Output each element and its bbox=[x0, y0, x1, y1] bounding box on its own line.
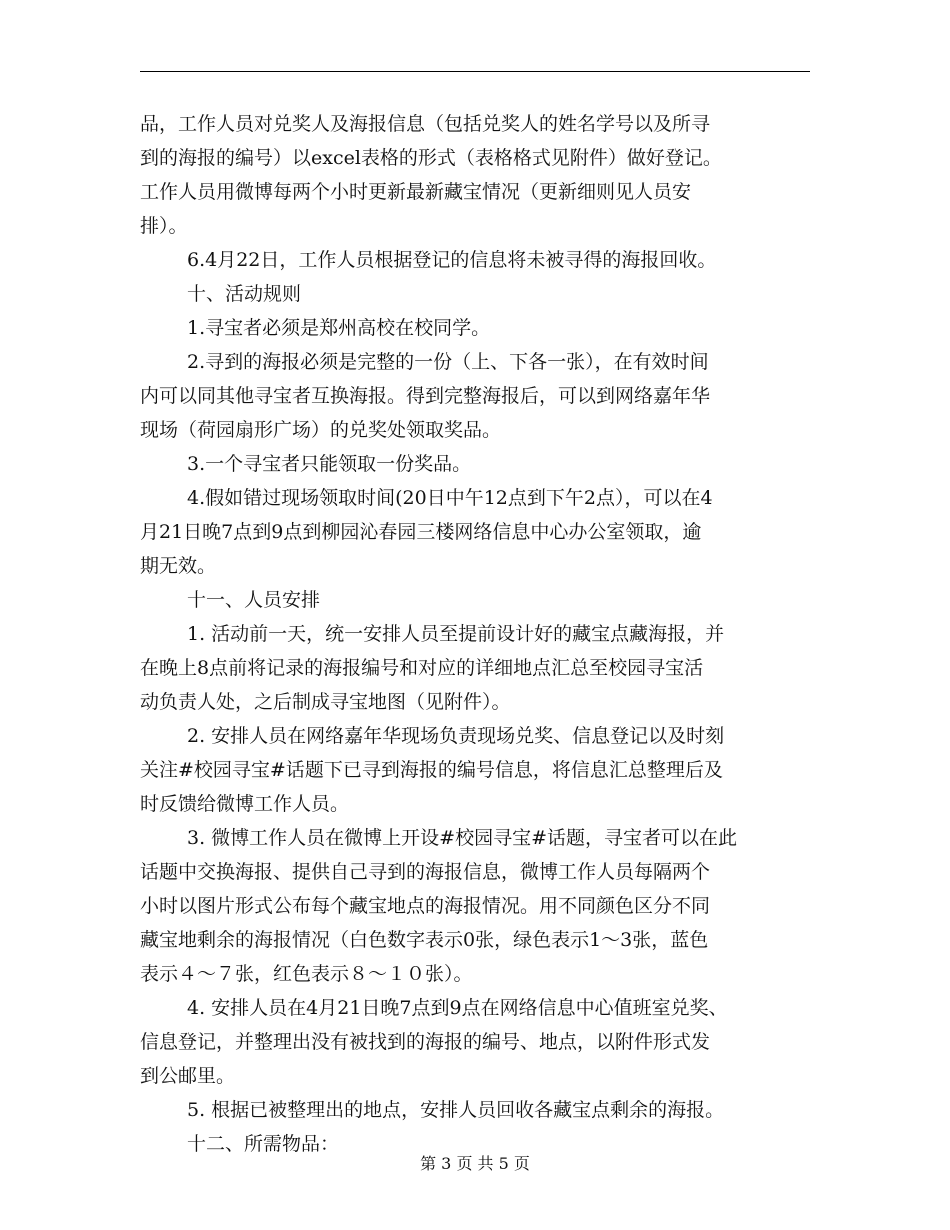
text-line: 5. 根据已被整理出的地点，安排人员回收各藏宝点剩余的海报。 bbox=[187, 1099, 725, 1121]
text-line: 1. 活动前一天，统一安排人员至提前设计好的藏宝点藏海报，并 bbox=[187, 623, 725, 645]
text-line: 到的海报的编号）以excel表格的形式（表格格式见附件）做好登记。 bbox=[140, 147, 722, 169]
text-line: 3. 微博工作人员在微博上开设#校园寻宝#话题，寻宝者可以在此 bbox=[187, 827, 738, 849]
text-line: 4. 安排人员在4月21日晚7点到9点在网络信息中心值班室兑奖、 bbox=[187, 997, 728, 1019]
text-line: 时反馈给微博工作人员。 bbox=[140, 793, 350, 815]
text-line: 十一、人员安排 bbox=[187, 589, 321, 611]
text-line: 动负责人处，之后制成寻宝地图（见附件）。 bbox=[140, 691, 511, 713]
text-line: 期无效。 bbox=[140, 555, 217, 577]
document-body bbox=[140, 107, 830, 1161]
text-line: 表示４～７张，红色表示８～１０张）。 bbox=[140, 963, 473, 985]
text-line: 藏宝地剩余的海报情况（白色数字表示0张，绿色表示1～3张，蓝色 bbox=[140, 929, 709, 951]
text-line: 到公邮里。 bbox=[140, 1065, 236, 1087]
text-line: 1.寻宝者必须是郑州高校在校同学。 bbox=[187, 317, 491, 339]
header-rule bbox=[140, 71, 810, 72]
text-line: 话题中交换海报、提供自己寻到的海报信息，微博工作人员每隔两个 bbox=[140, 861, 711, 883]
text-line: 排）。 bbox=[140, 215, 188, 237]
text-line: 关注#校园寻宝#话题下已寻到海报的编号信息，将信息汇总整理后及 bbox=[140, 759, 723, 781]
text-line: 3.一个寻宝者只能领取一份奖品。 bbox=[187, 453, 472, 475]
text-line: 月21日晚7点到9点到柳园沁春园三楼网络信息中心办公室领取，逾 bbox=[140, 521, 702, 543]
text-line: 小时以图片形式公布每个藏宝地点的海报情况。用不同颜色区分不同 bbox=[140, 895, 711, 917]
text-line: 现场（荷园扇形广场）的兑奖处领取奖品。 bbox=[140, 419, 502, 441]
text-line: 2.寻到的海报必须是完整的一份（上、下各一张），在有效时间 bbox=[187, 351, 709, 373]
text-line: 2. 安排人员在网络嘉年华现场负责现场兑奖、信息登记以及时刻 bbox=[187, 725, 725, 747]
text-line: 工作人员用微博每两个小时更新最新藏宝情况（更新细则见人员安 bbox=[140, 181, 692, 203]
text-line: 4.假如错过现场领取时间(20日中午12点到下午2点），可以在4 bbox=[187, 487, 713, 509]
text-line: 6.4月22日，工作人员根据登记的信息将未被寻得的海报回收。 bbox=[187, 249, 717, 271]
text-line: 在晚上8点前将记录的海报编号和对应的详细地点汇总至校园寻宝活 bbox=[140, 657, 704, 679]
text-line: 信息登记，并整理出没有被找到的海报的编号、地点，以附件形式发 bbox=[140, 1031, 711, 1053]
text-line: 十、活动规则 bbox=[187, 283, 302, 305]
text-line: 内可以同其他寻宝者互换海报。得到完整海报后，可以到网络嘉年华 bbox=[140, 385, 711, 407]
text-line: 品，工作人员对兑奖人及海报信息（包括兑奖人的姓名学号以及所寻 bbox=[140, 113, 711, 135]
page-footer: 第 3 页 共 5 页 bbox=[420, 1154, 530, 1173]
text-line: 十二、所需物品： bbox=[187, 1133, 340, 1155]
